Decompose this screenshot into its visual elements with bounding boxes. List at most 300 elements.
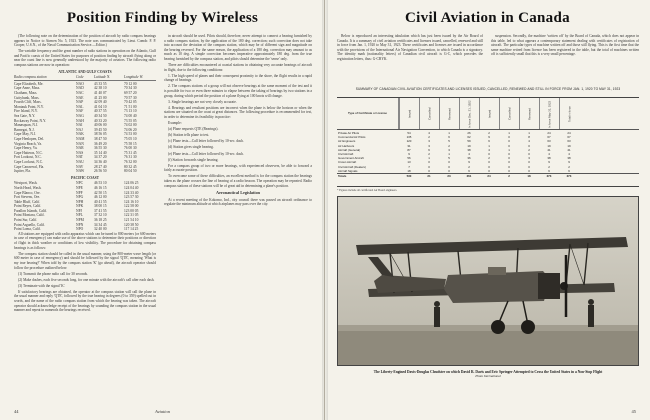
cell-value: 41 <box>547 147 551 152</box>
left-column-1 <box>14 34 156 394</box>
cell-value: 1 <box>448 131 450 135</box>
station-name: Cape Anne, Mass. <box>14 86 41 91</box>
station-code: NPK <box>76 204 84 209</box>
cell-value: 18 <box>407 168 411 173</box>
body-paragraph: (d) Station gives single bearing. <box>168 145 214 150</box>
station-latitude: 40 34 50 <box>94 114 107 118</box>
total-value: 18 <box>527 173 531 178</box>
magazine-name-footer: Aviation <box>155 409 170 414</box>
station-name: North Head, Wash. <box>14 185 42 190</box>
station-longitude: 69 57 20 <box>124 91 137 96</box>
station-code: NPN <box>76 222 84 227</box>
station-latitude: 40 33 20 <box>94 118 107 123</box>
cell-value: 6 <box>568 168 570 173</box>
body-paragraph: (1) Transmit the phone radio call for 30 seconds. <box>18 271 88 276</box>
body-paragraph: (2) Make dashes, each five seconds long, for one minute with the aircraft's call after each dash. <box>18 277 155 282</box>
body-paragraph: (a) Plane requests QTE (Bearings). <box>168 127 219 132</box>
body-paragraph: in aircraft should be used. Pilots should, therefore, never attempt to connect a bearing furnished by a radio compass station, by the application of the 180 deg. correction; such correction does not take into account the deviation of the compass station, which may be of different sign and magnitude on the bearing reversed. For the same reason, the application of a 180 deg. correction may amount to as much as 10 deg. A simple correction becomes imperative approximately 180 deg. from the true bearing furnished by the compass station, and pilots should determine the 'sense' only. <box>164 34 312 61</box>
pacific-heading: PACIFIC COAST <box>71 175 99 180</box>
body-paragraph: (b) Station tells plane to test. <box>168 133 210 138</box>
station-latitude: 42 50 15 <box>94 190 107 195</box>
cell-value: 135 <box>406 135 412 140</box>
cloudster-biplane-image <box>338 197 639 366</box>
body-paragraph: 1. The high speed of planes and their consequent proximity to the shore, the flight results in a rapid change of bearings. <box>164 73 312 83</box>
photo-caption-text: The Liberty-Engined Davis-Douglas Cloudster on which David R. Davis and Eric Springer Attempted to Cross the United States in a Non-Stop Flight <box>373 370 603 374</box>
cell-value: 1 <box>428 156 430 161</box>
station-name: Point Arguello, Calif. <box>14 222 45 227</box>
station-name: Fort Stevens, Ore. <box>14 195 41 200</box>
row-label: Government Aircraft <box>338 156 364 161</box>
pacific-station-list <box>14 181 156 232</box>
cell-value: 59 <box>467 139 471 144</box>
airplane-photo <box>337 196 639 366</box>
cell-value: 3 <box>428 139 430 144</box>
cell-value: 2 <box>448 143 450 148</box>
station-code: NPO <box>76 227 84 232</box>
station-name: Cuttyhunk, Mass. <box>14 95 40 100</box>
cell-value: 19 <box>567 143 571 148</box>
cell-value: 2 <box>528 147 530 152</box>
station-latitude: 46 12 00 <box>94 195 107 200</box>
cell-value: 5 <box>448 156 450 161</box>
body-paragraph: 4. Bearings and resultant positions are incorrect when the plane is below the horizon or when the stations are situated on the coast at great distances. The following procedure is recommended for test, in order to determine its feasibility in practice: <box>164 105 312 119</box>
station-longitude: 80 04 50 <box>124 169 137 174</box>
total-value: 273 <box>566 173 572 178</box>
station-longitude: 74 02 00 <box>124 123 137 128</box>
station-longitude: 124 06 25 <box>124 181 139 186</box>
total-value: 530 <box>406 173 412 178</box>
station-latitude: 43 33 55 <box>94 81 107 86</box>
total-value: 273 <box>546 173 552 178</box>
station-longitude: 70 57 30 <box>124 95 137 100</box>
station-longitude: 74 06 20 <box>124 127 137 132</box>
cell-value: 63 <box>547 139 551 144</box>
station-name: Cape Canaveral, Fla. <box>14 164 45 169</box>
body-paragraph: (e) Plane tests—Call letter followed by 10-sec. dash. <box>168 151 244 156</box>
station-code: NAM <box>76 136 85 141</box>
cell-value: 1 <box>448 151 450 156</box>
summary-table-body <box>337 131 639 177</box>
station-longitude: 120 38 50 <box>124 222 139 227</box>
cell-value: 2 <box>488 156 490 161</box>
station-latitude: 32 40 00 <box>94 227 107 232</box>
station-name: Cape Blanco, Ore. <box>14 190 41 195</box>
station-name: Point Loma, Calif. <box>14 227 41 232</box>
station-code: NPJ <box>76 208 82 213</box>
table-column-header: Issued <box>399 98 419 129</box>
cell-value: 0 <box>508 139 510 144</box>
station-name: Cape May, N.J. <box>14 132 37 137</box>
station-longitude: 76 32 00 <box>124 159 137 164</box>
cell-value: 41 <box>567 147 571 152</box>
cell-value: 0 <box>508 164 510 169</box>
cell-value: 0 <box>508 143 510 148</box>
body-paragraph: (c) Plane tests—Call letter followed by 10-sec. dash. <box>168 139 244 144</box>
station-latitude: 34 34 45 <box>94 222 107 227</box>
station-code: NAJ <box>76 127 83 132</box>
station-latitude: 42 09 40 <box>94 100 107 105</box>
cell-value: 0 <box>428 164 430 169</box>
cell-value: 0 <box>528 168 530 173</box>
left-column-2 <box>164 34 312 394</box>
station-longitude: 70 42 05 <box>124 100 137 105</box>
station-name: Cape Henry, Va. <box>14 146 38 151</box>
station-code: NAN <box>76 141 84 146</box>
station-latitude: 36 49 20 <box>94 141 107 146</box>
body-paragraph: For a compass group of two or more bearings, with experienced observers, be able to forward a fairly accurate position. <box>164 163 312 173</box>
cell-value: 2 <box>428 135 430 140</box>
station-code: NAS <box>76 150 84 155</box>
atlantic-heading: ATLANTIC AND GULF COASTS <box>58 69 112 74</box>
right-page-title: Civil Aviation in Canada <box>405 10 570 26</box>
station-name: Manasquan, N.J. <box>14 123 39 128</box>
station-latitude: 35 14 40 <box>94 150 107 155</box>
cell-value: 4 <box>428 131 430 135</box>
left-column-1-body <box>14 232 156 313</box>
station-latitude: 38 00 15 <box>94 204 107 209</box>
station-latitude: 28 27 40 <box>94 164 107 169</box>
row-label: Civil Aircraft (Dealers) <box>338 164 366 169</box>
cell-value: 26 <box>467 131 471 135</box>
cell-value: 4 <box>528 139 530 144</box>
station-longitude: 70 34 30 <box>124 86 137 91</box>
table-column-header: Renewed <box>439 98 459 129</box>
station-code: NAC <box>76 91 84 96</box>
body-paragraph: 3. Single bearings are not very closely accurate. <box>168 99 237 104</box>
body-paragraph: (f) Station forwards single bearing. <box>168 157 219 162</box>
cell-value: 54 <box>407 131 411 135</box>
cell-value: 1 <box>528 131 530 135</box>
station-longitude: 122 58 00 <box>124 204 139 209</box>
th-longitude: Longitude W. <box>124 75 144 80</box>
cell-value: 36 <box>467 156 471 161</box>
cell-value: 120 <box>406 139 412 144</box>
total-value: 261 <box>466 173 472 178</box>
cell-value: 0 <box>488 168 490 173</box>
row-label: Private Air Pilots <box>338 131 360 135</box>
photo-credit: Photo International <box>475 374 501 379</box>
left-page-title: Position Finding by Wireless <box>66 10 259 26</box>
cell-value: 9 <box>568 160 570 165</box>
station-name: Sea Gate, N.Y. <box>14 114 36 118</box>
cell-value: 6 <box>428 147 430 152</box>
cell-value: 7 <box>408 164 410 169</box>
table-column-header: Cancelled <box>499 98 519 129</box>
station-longitude: 124 16 10 <box>124 199 139 204</box>
station-latitude: 41 04 10 <box>94 104 107 109</box>
cell-value: 19 <box>467 143 471 148</box>
table-column-header: Issued <box>479 98 499 129</box>
station-name: Jupiter, Fla. <box>14 169 31 174</box>
station-latitude: 38 56 05 <box>94 132 107 137</box>
cell-value: 3 <box>428 143 430 148</box>
station-name: Farallon Islands, Calif. <box>14 208 47 213</box>
cell-value: 2 <box>548 164 550 169</box>
right-column-2 <box>491 34 639 84</box>
table-footnote: * Figures include all certificated Air Board engineers. <box>337 189 398 192</box>
cell-value: 5 <box>448 139 450 144</box>
cell-value: 0 <box>488 151 490 156</box>
station-table-header <box>14 75 156 81</box>
right-page-number: 45 <box>631 409 636 414</box>
row-label: Commercial Air Pilots <box>338 135 366 140</box>
summary-table-title: SUMMARY OF CANADIAN CIVIL AVIATION CERTIFICATES AND LICENSES ISSUED, CANCELLED, RENEWED AND STILL IN FORCE FROM JAN. 1, 1920 TO MAY 31, 1923 <box>355 87 621 91</box>
station-code: NAL <box>76 104 84 109</box>
th-latitude: Latitude N. <box>94 75 111 80</box>
station-name: Virginia Beach, Va. <box>14 141 42 146</box>
station-code: NAP <box>76 100 84 105</box>
cell-value: 9 <box>548 160 550 165</box>
right-column-1 <box>337 34 483 84</box>
station-name: Rockaway Point, N.Y. <box>14 118 46 123</box>
station-longitude: 76 31 30 <box>124 155 137 160</box>
row-label: Aircraft Signals <box>338 168 358 173</box>
cell-value: 6 <box>488 139 490 144</box>
station-code: NAK <box>76 132 84 137</box>
cell-value: 0 <box>428 168 430 173</box>
station-longitude: 74 00 40 <box>124 114 137 118</box>
table-column-header: In force May 31, 1923 <box>539 98 559 129</box>
right-column-2-text: suspension. Secondly, the machine 'written off' by the Board of Canada, which does not appear in this table, led to what appears a contemporary statement dealing with certificates of registration of aircraft. The particular types of machine written off and those still flying. This is the first time that the same machine retired from licence has been registered in the table, but the total of machines written off is sufficiently small that this is a very small percentage. <box>491 34 639 57</box>
station-latitude: 41 40 07 <box>94 91 107 96</box>
cell-value: 0 <box>488 164 490 169</box>
cell-value: 38 <box>567 156 571 161</box>
station-name: Cape Henlopen, Del. <box>14 136 45 141</box>
summary-table <box>337 97 639 187</box>
page-gutter <box>322 0 328 420</box>
station-code: NAR <box>76 146 84 151</box>
th-code: Code <box>76 75 84 80</box>
station-longitude: 123 00 05 <box>124 208 139 213</box>
cell-value: 63 <box>567 139 571 144</box>
cell-value: 0 <box>528 151 530 156</box>
station-name: Fire Island, N.Y. <box>14 109 38 114</box>
cell-value: 0 <box>508 151 510 156</box>
cell-value: 0 <box>528 143 530 148</box>
intro-note: (The following note on the determination of the position of aircraft by radio compass bearings appears in Notice to Airmen No. 5, 1923. The note was communicated by Lieut. Comdr. F. P. Cooper, U.S.N., of the Naval Communication Service.—Editor.) <box>14 34 156 48</box>
station-code: NAW <box>76 169 85 174</box>
cell-value: 9 <box>488 135 490 140</box>
cell-value: 13 <box>407 160 411 165</box>
body-paragraph: If satisfactory bearings are obtained, the operator at the compass station will call the plane in the usual manner and reply 'QTE', followed by the true bearing in degrees (0 to 359) spelled out in words, and the name of the radio compass station from which the bearing was taken. The aircraft operator should acknowledge receipt of the bearings by sounding the compass station in the usual manner and repeat in numerals the bearings received. <box>14 289 156 313</box>
cell-value: 0 <box>448 164 450 169</box>
total-value: 23 <box>447 173 451 178</box>
cell-value: 24 <box>567 131 571 135</box>
station-code: NAE <box>76 95 84 100</box>
table-total-row <box>337 173 639 177</box>
cell-value: 4 <box>468 151 470 156</box>
station-code: NAO <box>76 81 84 86</box>
station-name: Cape Elizabeth, Me. <box>14 81 44 86</box>
station-latitude: 36 55 30 <box>94 146 107 151</box>
station-longitude: 121 54 10 <box>124 218 139 223</box>
station-latitude: 42 38 10 <box>94 86 107 91</box>
cell-value: 0 <box>528 164 530 169</box>
cell-value: 1 <box>488 143 490 148</box>
station-code: NAH <box>76 118 84 123</box>
station-code: NAF <box>76 109 84 114</box>
cell-value: 4 <box>548 151 550 156</box>
station-name: Fourth Cliff, Mass. <box>14 100 42 105</box>
station-latitude: 34 36 40 <box>94 159 107 164</box>
station-name: Point Montara, Calif. <box>14 213 45 218</box>
station-name: Chatham, Mass. <box>14 91 38 96</box>
station-longitude: 75 58 15 <box>124 141 137 146</box>
station-row <box>14 169 156 174</box>
station-longitude: 75 31 45 <box>124 150 137 155</box>
cell-value: 4 <box>568 151 570 156</box>
station-latitude: 39 45 50 <box>94 127 107 132</box>
station-name: Westport, Wash. <box>14 181 38 186</box>
cell-value: 2 <box>568 164 570 169</box>
total-value: 2 <box>508 173 510 178</box>
station-latitude: 40 06 00 <box>94 123 107 128</box>
station-name: Point Reyes, Calif. <box>14 204 42 209</box>
cell-value: 31 <box>407 143 411 148</box>
cell-value: 87 <box>407 147 411 152</box>
cell-value: 0 <box>528 160 530 165</box>
cell-value: 0 <box>488 160 490 165</box>
station-latitude: 34 37 20 <box>94 155 107 160</box>
body-paragraph: There are difficulties encountered at coastal stations in obtaining very accurate bearings of aircraft in flight, due to the following conditions: <box>164 63 312 72</box>
cell-value: 2 <box>468 164 470 169</box>
station-code: NAD <box>76 86 84 91</box>
body-paragraph: The compass station should be called in the usual manner, using the 800-meter wave length (or 600 meter in case of emergency) and should be followed by the signal 'QTE', meaning 'What is my true bearing?' When told by the compass station 'K' (go ahead), the aircraft operator should follow the procedure outlined below: <box>14 251 156 270</box>
cell-value: 3 <box>448 147 450 152</box>
cell-value: 0 <box>508 135 510 140</box>
cell-value: 6 <box>448 135 450 140</box>
station-code: NAI <box>76 123 83 128</box>
station-code: NPM <box>76 218 84 223</box>
station-longitude: 74 53 00 <box>124 132 137 137</box>
station-longitude: 71 51 00 <box>124 104 137 109</box>
cell-value: 62 <box>467 135 471 140</box>
cell-value: 6 <box>468 168 470 173</box>
station-code: NPL <box>76 213 83 218</box>
cell-value: 9 <box>408 151 410 156</box>
table-column-header: In force Dec. 31, 1922 <box>459 98 479 129</box>
left-column-2-body <box>164 34 312 188</box>
row-label: Civil Aircraft <box>338 151 354 156</box>
cell-value: 2 <box>428 151 430 156</box>
station-name: Fort Lookout, N.C. <box>14 155 42 160</box>
station-code: NAT <box>76 155 83 160</box>
station-name: Montauk Point, N.Y. <box>14 104 44 109</box>
station-latitude: 37 41 55 <box>94 208 107 213</box>
station-latitude: 37 32 10 <box>94 213 107 218</box>
station-longitude: 70 12 00 <box>124 81 137 86</box>
station-latitude: 26 56 50 <box>94 169 107 174</box>
body-paragraph: (3) Terminate with the signal 'K'. <box>18 283 66 288</box>
cell-value: 2 <box>488 131 490 135</box>
cell-value: 67 <box>547 135 551 140</box>
row-label: Crown Aircraft <box>338 160 357 165</box>
cell-value: 4 <box>488 147 490 152</box>
cell-value: 38 <box>547 156 551 161</box>
legislation-heading: Aeronautical Legislation <box>215 190 260 196</box>
body-paragraph: To overcome some of these difficulties, an excellent method is for the compass station the bearings taken as the plane crosses the line of bearing of a radio beacon. The operation may be repeated. Radio compass stations of these stations will be of great aid in determining a plane's position. <box>164 174 312 188</box>
body-paragraph: Example: <box>168 121 182 126</box>
table-column-header: Type of Certificate or License <box>337 98 399 129</box>
intro-paragraph: The variable frequency and the great number of radio stations in operation on the Atlantic, Gulf and Pacific coasts of the United States for purposes of position finding by aircraft flying along or near the coast line is now generally understood by the majority of aviators. The following radio compass stations are now in operation: <box>14 49 156 68</box>
station-longitude: 73 55 05 <box>124 118 137 123</box>
station-code: NPE <box>76 185 83 190</box>
cell-value: 1 <box>508 131 510 135</box>
right-page <box>325 0 650 420</box>
station-name: Point Sur, Calif. <box>14 218 38 223</box>
station-latitude: 46 53 10 <box>94 181 107 186</box>
photo-caption <box>337 370 639 379</box>
station-code: NPH <box>76 199 84 204</box>
total-value: 24 <box>487 173 491 178</box>
left-page-number: 44 <box>14 409 19 414</box>
cell-value: 67 <box>567 135 571 140</box>
total-label: Totals <box>338 173 347 178</box>
body-paragraph: All stations are equipped with radio apparatus which can be tuned to 800 meters (or 600 meters in case of emergency) can make use of the above stations to determine their positions or direction of flight in thick weather or conditions of low visibility. The procedure for obtaining compass bearings is as follows: <box>14 231 156 250</box>
summary-table-header <box>337 98 639 130</box>
station-code: NPC <box>76 181 83 186</box>
station-latitude: 40 37 55 <box>94 109 107 114</box>
body-paragraph: 2. The compass stations of a group will not observe bearings at the same moment of the test and it is possible for two or even three minutes to elapse between the taking of bearings by two stations in a group, during which period the position of a plane flying at 100 knots will change. <box>164 84 312 98</box>
cell-value: 0 <box>428 160 430 165</box>
station-longitude: 76 00 30 <box>124 146 137 151</box>
table-column-header: Cancelled <box>419 98 439 129</box>
station-latitude: 38 47 50 <box>94 136 107 141</box>
station-longitude: 80 32 45 <box>124 164 137 169</box>
station-longitude: 73 13 10 <box>124 109 137 114</box>
station-longitude: 124 33 40 <box>124 190 139 195</box>
cell-value: 0 <box>448 168 450 173</box>
station-code: NAU <box>76 159 84 164</box>
station-longitude: 75 05 10 <box>124 136 137 141</box>
station-latitude: 36 18 25 <box>94 218 107 223</box>
station-code: NPG <box>76 195 84 200</box>
station-name: Cape Lookout, N.C. <box>14 159 44 164</box>
cell-value: 1 <box>508 147 510 152</box>
cell-value: 24 <box>547 131 551 135</box>
row-label: Air Harbours <box>338 143 355 148</box>
station-code: NPF <box>76 190 83 195</box>
cell-value: 9 <box>468 160 470 165</box>
station-latitude: 40 41 55 <box>94 199 107 204</box>
cell-value: 8 <box>528 135 530 140</box>
cell-value: 3 <box>528 156 530 161</box>
row-label: Air Engineers <box>338 139 356 144</box>
right-intro-text: Below is reproduced an interesting tabulation which has just been issued by the Air Board of Canada. It is a summary of civil aviation certificates and licenses issued, cancelled, renewed and still in force from Jan. 1, 1920 to May 31, 1923. These certificates and licenses are issued in accordance with the provisions of the International Air Navigation Convention, to which Canada is a signatory. The identity mark (nationality letters) of Canadian civil aircraft is G-C, which precedes the registration letters, thus: G-CBYK. <box>337 34 483 61</box>
station-longitude: 123 57 30 <box>124 195 139 200</box>
station-latitude: 41 25 00 <box>94 95 107 100</box>
table-column-header: Total in force <box>559 98 579 129</box>
atlantic-station-list <box>14 82 156 174</box>
station-name: Table Bluff, Calif. <box>14 199 41 204</box>
table-column-header: Renewed <box>519 98 539 129</box>
cell-value: 56 <box>407 156 411 161</box>
cell-value: 0 <box>508 160 510 165</box>
cell-value: 0 <box>448 160 450 165</box>
cell-value: 6 <box>548 168 550 173</box>
station-name: Barnegat, N.J. <box>14 127 35 132</box>
th-station: Radio compass station <box>14 75 47 80</box>
station-longitude: 124 04 40 <box>124 185 139 190</box>
station-name: Cape Hatteras, N.C. <box>14 150 43 155</box>
station-latitude: 46 16 15 <box>94 185 107 190</box>
cell-value: 38 <box>467 147 471 152</box>
cell-value: 0 <box>508 156 510 161</box>
station-code: NAV <box>76 164 84 169</box>
station-code: NAG <box>76 114 84 118</box>
station-longitude: 122 31 05 <box>124 213 139 218</box>
legislation-text: At a recent meeting of the Kokomo, Ind., city council there was passed an aircraft ordinance to regulate the minimum altitude at which airplanes may pass over the city. <box>164 197 312 207</box>
